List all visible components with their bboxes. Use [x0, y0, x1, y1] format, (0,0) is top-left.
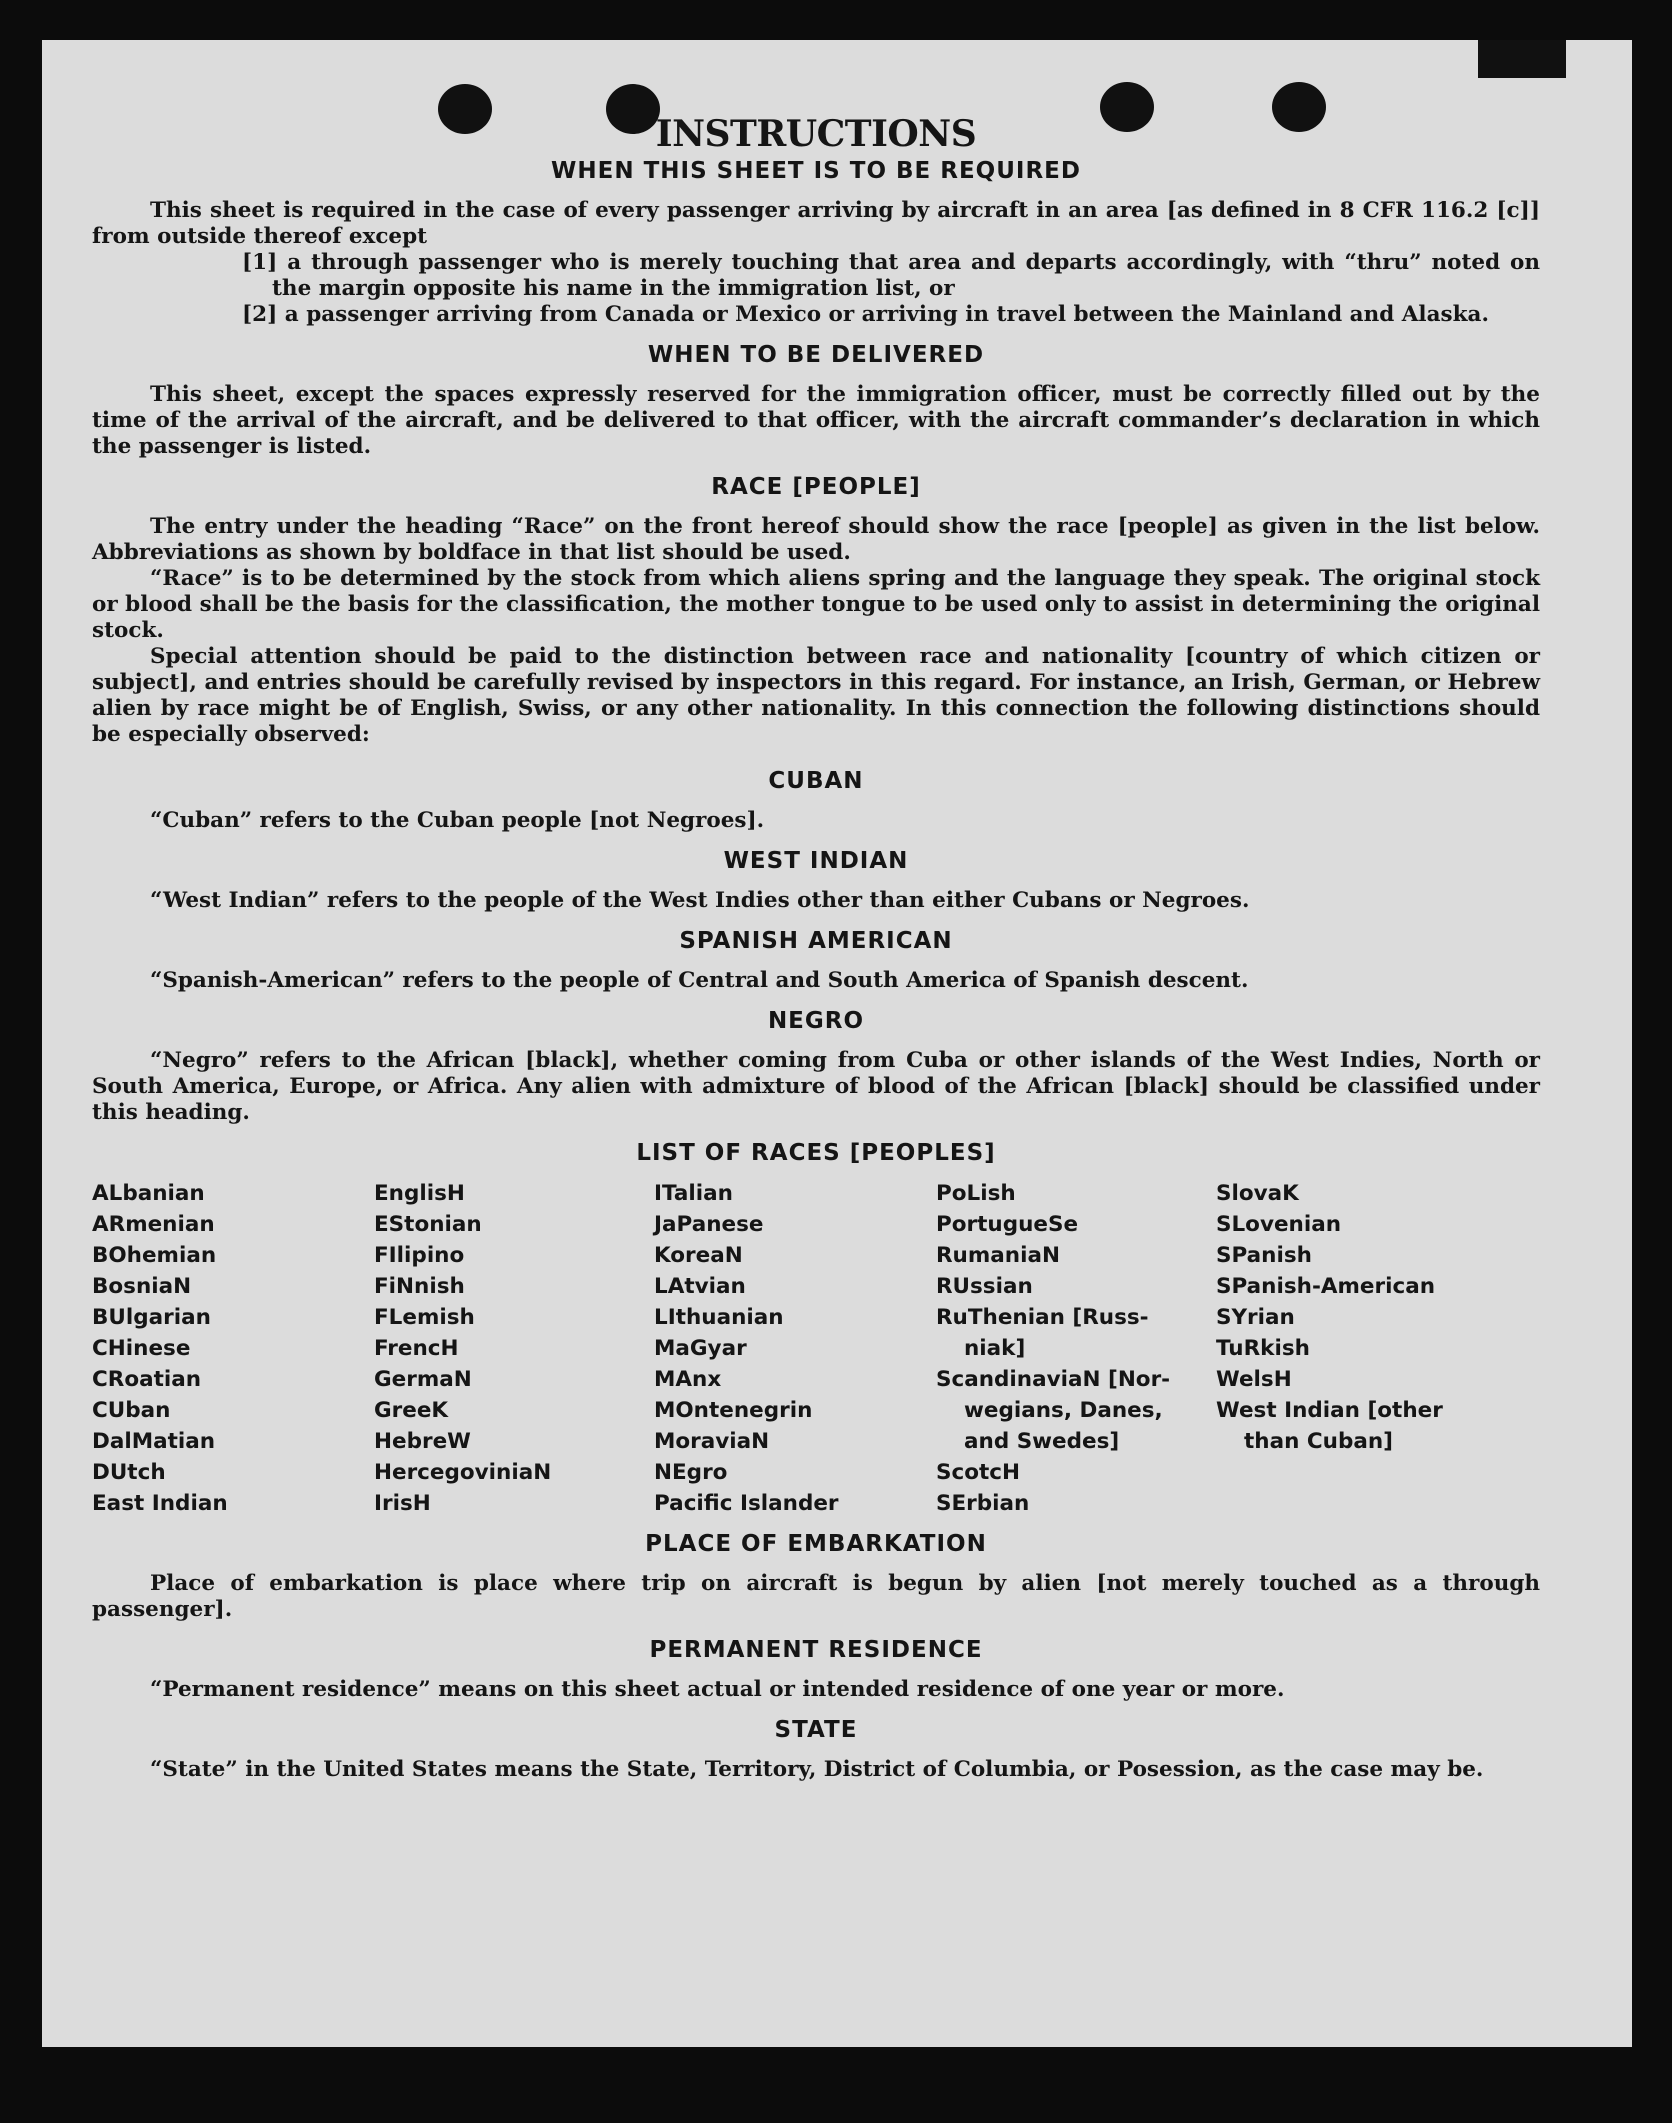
- race-entry: HebreW: [374, 1429, 471, 1454]
- races-list: [92, 1178, 1540, 1519]
- race-entry: BosniaN: [92, 1274, 192, 1299]
- race-entry: JaPanese: [654, 1212, 764, 1237]
- instructions-content: [92, 112, 1540, 1783]
- race-entry: MaGyar: [654, 1336, 747, 1361]
- race-entry: BUlgarian: [92, 1305, 211, 1330]
- heading-delivered: WHEN TO BE DELIVERED: [647, 342, 985, 368]
- cuban-text: “Cuban” refers to the Cuban people [not Negroes].: [150, 808, 765, 833]
- heading-state: STATE: [774, 1717, 858, 1743]
- required-intro: This sheet is required in the case of every passenger arriving by aircraft in an area [as defined in 8 CFR 116.2 [c]] from outside thereof except: [92, 198, 1540, 249]
- race-entry: ALbanian: [92, 1181, 205, 1206]
- races-column-3: [654, 1178, 936, 1519]
- embarkation-text: Place of embarkation is place where trip on aircraft is begun by alien [not merely touched as a through passenger].: [92, 1571, 1540, 1622]
- race-entry: MOntenegrin: [654, 1398, 813, 1423]
- race-entry: ScotcH: [936, 1460, 1021, 1485]
- race-entry-continued: than Cuban]: [1244, 1429, 1393, 1454]
- race-entry: SPanish: [1216, 1243, 1312, 1268]
- race-entry: West Indian [other: [1216, 1398, 1443, 1423]
- race-entry: KoreaN: [654, 1243, 743, 1268]
- race-entry: MoraviaN: [654, 1429, 770, 1454]
- heading-embarkation: PLACE OF EMBARKATION: [645, 1531, 987, 1557]
- race-entry: ITalian: [654, 1181, 733, 1206]
- race-entry: SlovaK: [1216, 1181, 1299, 1206]
- race-entry: ARmenian: [92, 1212, 215, 1237]
- race-entry-continued: wegians, Danes,: [964, 1398, 1163, 1423]
- page-title: INSTRUCTIONS: [655, 113, 977, 155]
- race-entry: FIlipino: [374, 1243, 465, 1268]
- race-entry: FrencH: [374, 1336, 459, 1361]
- required-item-2: [2] a passenger arriving from Canada or Mexico or arriving in travel between the Mainland and Alaska.: [242, 302, 1489, 327]
- heading-required: WHEN THIS SHEET IS TO BE REQUIRED: [551, 158, 1081, 184]
- race-entry: FLemish: [374, 1305, 475, 1330]
- race-entry: CHinese: [92, 1336, 191, 1361]
- race-entry: IrisH: [374, 1491, 431, 1516]
- race-paragraph-3: Special attention should be paid to the distinction between race and nationality [country of which citizen or subject], and entries should be carefully revised by inspectors in this regard. For instance, an Irish, German, or Hebrew alien by race might be of English, Swiss, or any other nationality. In this connection the following distinctions should be especially observed:: [92, 644, 1540, 747]
- race-entry: HercegoviniaN: [374, 1460, 552, 1485]
- races-column-1: [92, 1178, 374, 1519]
- race-entry: SErbian: [936, 1491, 1030, 1516]
- residence-text: “Permanent residence” means on this sheet actual or intended residence of one year or more.: [150, 1677, 1285, 1702]
- heading-west-indian: WEST INDIAN: [723, 848, 909, 874]
- race-entry: RumaniaN: [936, 1243, 1060, 1268]
- race-entry: RuThenian [Russ-: [936, 1305, 1149, 1330]
- race-entry: SLovenian: [1216, 1212, 1342, 1237]
- race-entry: FiNnish: [374, 1274, 465, 1299]
- delivered-text: This sheet, except the spaces expressly reserved for the immigration officer, must be correctly filled out by the time of the arrival of the aircraft, and be delivered to that officer, with the aircraft commander’s declaration in which the passenger is listed.: [92, 382, 1540, 459]
- races-column-2: [374, 1178, 654, 1519]
- race-entry: TuRkish: [1216, 1336, 1310, 1361]
- race-entry: GermaN: [374, 1367, 472, 1392]
- heading-spanish-american: SPANISH AMERICAN: [679, 928, 953, 954]
- negro-text: “Negro” refers to the African [black], whether coming from Cuba or other islands of the West Indies, North or South America, Europe, or Africa. Any alien with admixture of blood of the African [black] should be classified under this heading.: [92, 1048, 1540, 1125]
- race-entry: East Indian: [92, 1491, 228, 1516]
- race-entry: LAtvian: [654, 1274, 746, 1299]
- race-paragraph-2: “Race” is to be determined by the stock from which aliens spring and the language they speak. The original stock or blood shall be the basis for the classification, the mother tongue to be used only to assist in determining the original stock.: [92, 566, 1540, 643]
- race-entry: DalMatian: [92, 1429, 216, 1454]
- race-entry: GreeK: [374, 1398, 449, 1423]
- race-entry: PoLish: [936, 1181, 1016, 1206]
- heading-race: RACE [PEOPLE]: [711, 474, 921, 500]
- race-entry: MAnx: [654, 1367, 722, 1392]
- race-entry: SPanish-American: [1216, 1274, 1436, 1299]
- race-entry: EStonian: [374, 1212, 482, 1237]
- west-indian-text: “West Indian” refers to the people of the West Indies other than either Cubans or Negroes.: [150, 888, 1250, 913]
- race-entry: WelsH: [1216, 1367, 1292, 1392]
- races-column-5: [1216, 1178, 1540, 1519]
- race-entry: LIthuanian: [654, 1305, 784, 1330]
- corner-tab: [1478, 40, 1566, 78]
- race-entry: ScandinaviaN [Nor-: [936, 1367, 1171, 1392]
- required-item-1: [1] a through passenger who is merely touching that area and departs accordingly, with “thru” noted on the margin opposite his name in the immigration list, or: [242, 250, 1540, 301]
- heading-permanent-residence: PERMANENT RESIDENCE: [649, 1637, 983, 1663]
- race-entry: CUban: [92, 1398, 171, 1423]
- heading-list-of-races: LIST OF RACES [PEOPLES]: [636, 1140, 996, 1166]
- race-entry: RUssian: [936, 1274, 1033, 1299]
- race-entry: BOhemian: [92, 1243, 217, 1268]
- race-entry: DUtch: [92, 1460, 166, 1485]
- heading-cuban: CUBAN: [768, 768, 864, 794]
- state-text: “State” in the United States means the State, Territory, District of Columbia, or Posession, as the case may be.: [150, 1757, 1484, 1782]
- race-entry: NEgro: [654, 1460, 728, 1485]
- race-entry: EnglisH: [374, 1181, 465, 1206]
- race-paragraph-1: The entry under the heading “Race” on the front hereof should show the race [people] as given in the list below. Abbreviations as shown by boldface in that list should be used.: [92, 514, 1540, 565]
- race-entry: CRoatian: [92, 1367, 202, 1392]
- race-entry: SYrian: [1216, 1305, 1295, 1330]
- races-column-4: [936, 1178, 1216, 1519]
- race-entry-continued: niak]: [964, 1336, 1026, 1361]
- race-entry-continued: and Swedes]: [964, 1429, 1120, 1454]
- race-entry: PortugueSe: [936, 1212, 1079, 1237]
- heading-negro: NEGRO: [767, 1008, 865, 1034]
- race-entry: Pacific Islander: [654, 1491, 839, 1516]
- spanish-american-text: “Spanish-American” refers to the people of Central and South America of Spanish descent.: [150, 968, 1249, 993]
